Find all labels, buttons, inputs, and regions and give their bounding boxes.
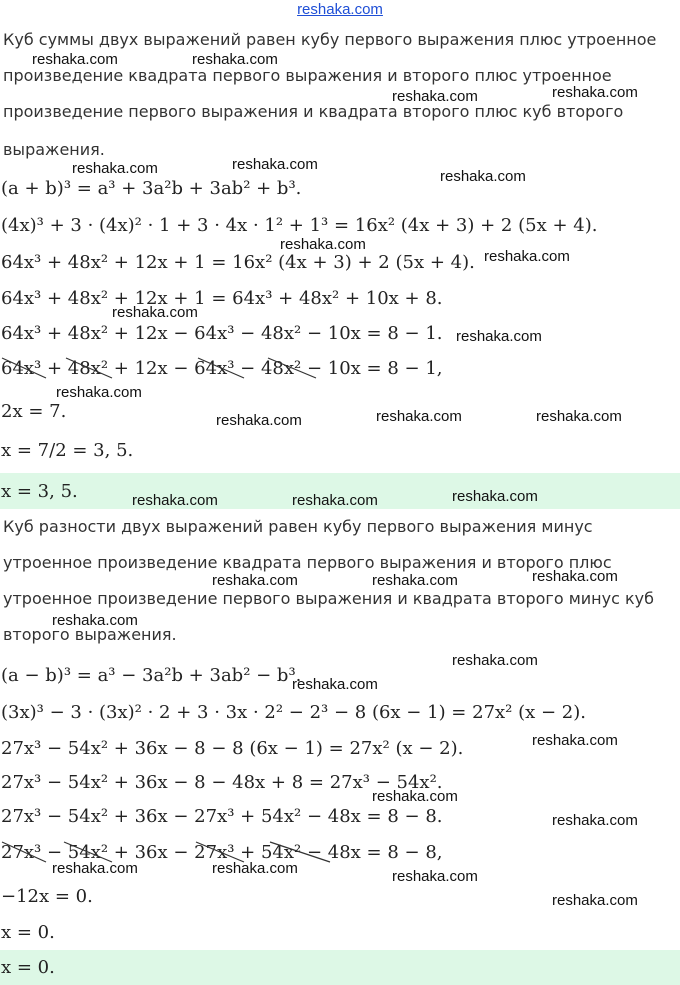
- watermark: reshaka.com: [456, 328, 542, 345]
- math-step: (a − b)³ = a³ − 3a²b + 3ab² − b³.: [1, 665, 302, 686]
- rule-line: Куб суммы двух выражений равен кубу первого выражения плюс утроенное: [3, 30, 657, 49]
- math-step: 64x³ + 48x² + 12x − 64x³ − 48x² − 10x = 8 − 1.: [1, 323, 443, 344]
- math-step: 64x³ + 48x² + 12x + 1 = 64x³ + 48x² + 10x + 8.: [1, 288, 443, 309]
- watermark: reshaka.com: [52, 612, 138, 629]
- watermark: reshaka.com: [216, 412, 302, 429]
- watermark: reshaka.com: [392, 868, 478, 885]
- watermark: reshaka.com: [440, 168, 526, 185]
- math-step: (3x)³ − 3 · (3x)² · 2 + 3 · 3x · 2² − 2³ − 8 (6x − 1) = 27x² (x − 2).: [1, 702, 586, 723]
- cancelled-step: 27x³ − 54x² + 36x − 27x³ + 54x² − 48x = 8 − 8,: [1, 842, 443, 863]
- watermark: reshaka.com: [52, 860, 138, 877]
- watermark: reshaka.com: [452, 488, 538, 505]
- math-step: (4x)³ + 3 · (4x)² · 1 + 3 · 4x · 1² + 1³ = 16x² (4x + 3) + 2 (5x + 4).: [1, 215, 598, 236]
- watermark: reshaka.com: [532, 732, 618, 749]
- watermark: reshaka.com: [292, 492, 378, 509]
- watermark: reshaka.com: [376, 408, 462, 425]
- rule-line: произведение квадрата первого выражения и второго плюс утроенное: [3, 66, 612, 85]
- watermark: reshaka.com: [552, 84, 638, 101]
- watermark: reshaka.com: [192, 51, 278, 68]
- watermark: reshaka.com: [452, 652, 538, 669]
- math-step: x = 0.: [1, 922, 55, 943]
- rule-line: Куб разности двух выражений равен кубу первого выражения минус: [3, 517, 593, 536]
- watermark: reshaka.com: [232, 156, 318, 173]
- watermark: reshaka.com: [552, 812, 638, 829]
- watermark: reshaka.com: [56, 384, 142, 401]
- math-step: (a + b)³ = a³ + 3a²b + 3ab² + b³.: [1, 178, 302, 199]
- watermark: reshaka.com: [536, 408, 622, 425]
- rule-line: утроенное произведение первого выражения и квадрата второго минус куб: [3, 589, 654, 608]
- site-link[interactable]: reshaka.com: [297, 1, 383, 18]
- watermark: reshaka.com: [132, 492, 218, 509]
- answer: x = 0.: [1, 957, 55, 978]
- watermark: reshaka.com: [552, 892, 638, 909]
- rule-line: произведение первого выражения и квадрата второго плюс куб второго: [3, 102, 624, 121]
- answer: x = 3, 5.: [1, 481, 78, 502]
- rule-line: выражения.: [3, 140, 105, 159]
- watermark: reshaka.com: [32, 51, 118, 68]
- watermark: reshaka.com: [532, 568, 618, 585]
- answer-band: [0, 950, 680, 985]
- math-step: 64x³ + 48x² + 12x + 1 = 16x² (4x + 3) + 2 (5x + 4).: [1, 252, 475, 273]
- math-step: 27x³ − 54x² + 36x − 8 − 8 (6x − 1) = 27x² (x − 2).: [1, 738, 464, 759]
- rule-line: второго выражения.: [3, 625, 177, 644]
- watermark: reshaka.com: [392, 88, 478, 105]
- watermark: reshaka.com: [112, 304, 198, 321]
- watermark: reshaka.com: [280, 236, 366, 253]
- watermark: reshaka.com: [212, 572, 298, 589]
- math-step: x = 7/2 = 3, 5.: [1, 440, 134, 461]
- math-step: 27x³ − 54x² + 36x − 8 − 48x + 8 = 27x³ − 54x².: [1, 772, 443, 793]
- cancelled-step: 64x³ + 48x² + 12x − 64x³ − 48x² − 10x = 8 − 1,: [1, 358, 443, 379]
- watermark: reshaka.com: [372, 788, 458, 805]
- watermark: reshaka.com: [292, 676, 378, 693]
- math-step: 2x = 7.: [1, 401, 67, 422]
- watermark: reshaka.com: [212, 860, 298, 877]
- watermark: reshaka.com: [72, 160, 158, 177]
- math-step: −12x = 0.: [1, 886, 93, 907]
- rule-line: утроенное произведение квадрата первого выражения и второго плюс: [3, 553, 612, 572]
- watermark: reshaka.com: [484, 248, 570, 265]
- math-step: 27x³ − 54x² + 36x − 27x³ + 54x² − 48x = 8 − 8.: [1, 806, 443, 827]
- watermark: reshaka.com: [372, 572, 458, 589]
